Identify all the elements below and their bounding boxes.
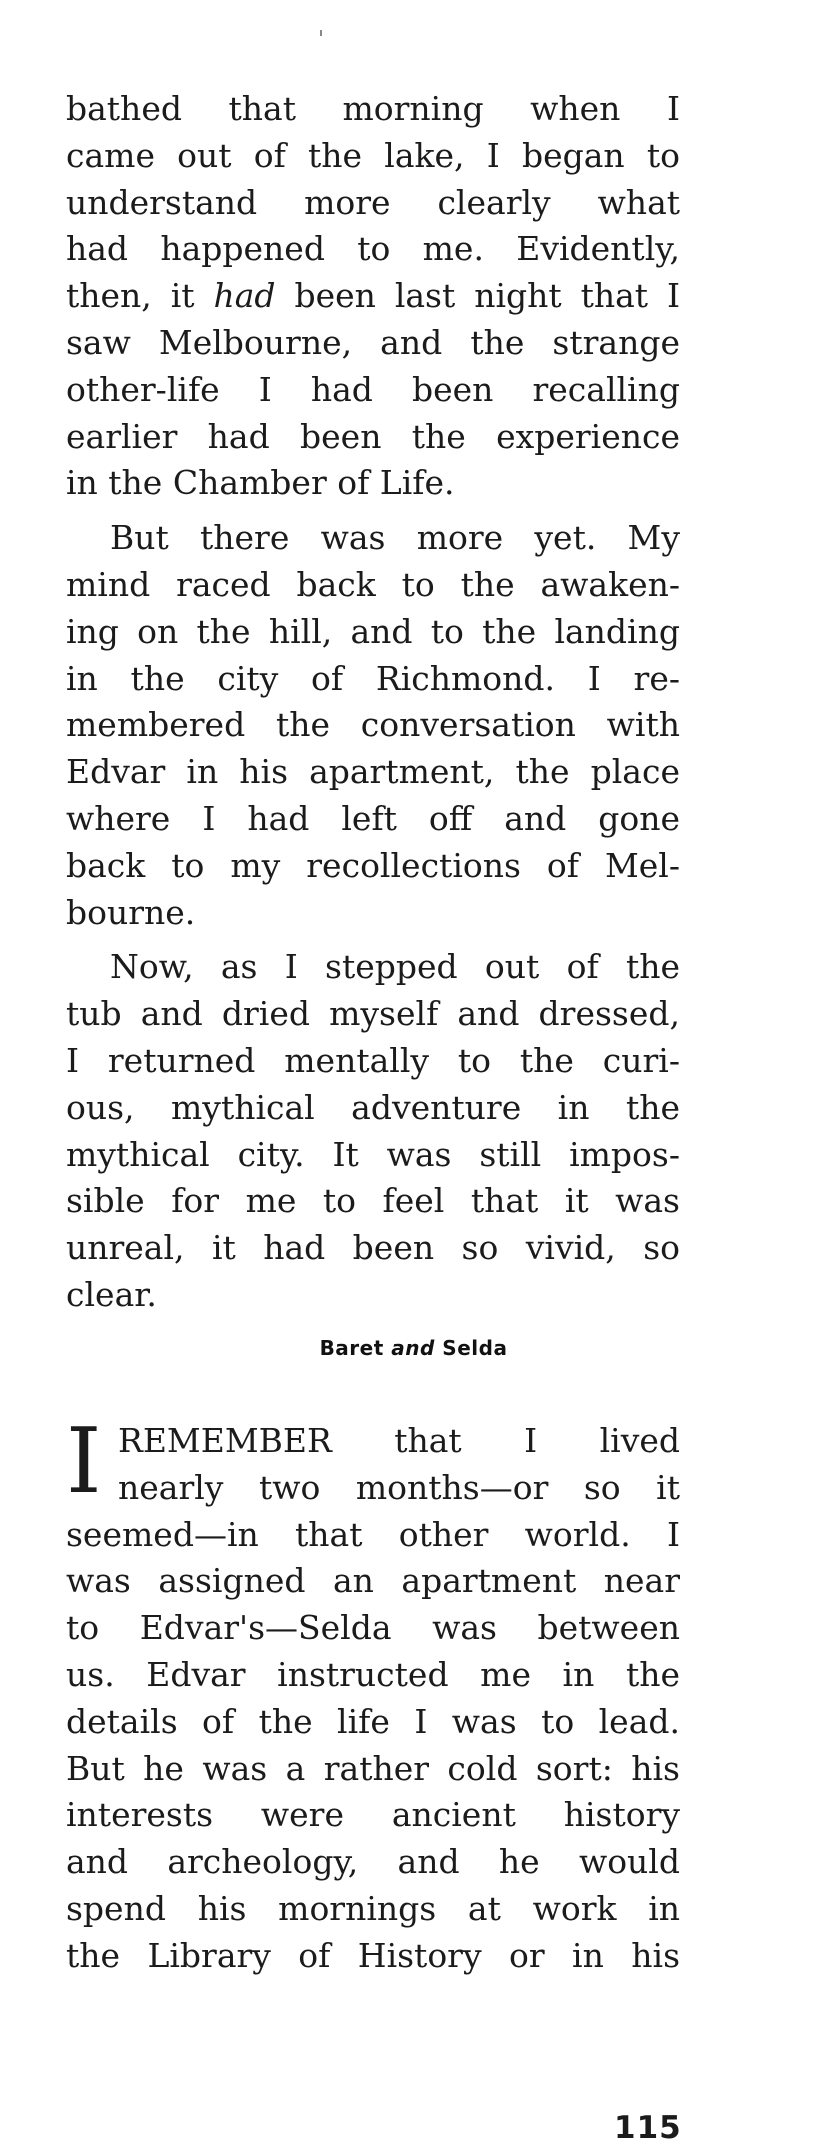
text-line: in the Chamber of Life. bbox=[66, 463, 455, 503]
section-paragraph bbox=[66, 1409, 680, 1980]
section-body bbox=[66, 1409, 680, 1980]
text-line: bourne. bbox=[66, 892, 196, 932]
section-heading-word: Baret bbox=[319, 1336, 384, 1360]
text-line: seemed—in that other world. I bbox=[66, 1514, 680, 1554]
text-line: back to my recollections of Mel- bbox=[66, 845, 680, 885]
text-line: Now, as I stepped out of the bbox=[110, 947, 680, 987]
text-line: membered the conversation with bbox=[66, 705, 680, 745]
text-line: other-life I had been recalling bbox=[66, 369, 680, 409]
text-line: earlier had been the experience bbox=[66, 416, 680, 456]
text-line: us. Edvar instructed me in the bbox=[66, 1654, 680, 1694]
section-heading-word: Selda bbox=[442, 1336, 508, 1360]
text-line: ing on the hill, and to the landing bbox=[66, 611, 680, 651]
text-line: mind raced back to the awaken- bbox=[66, 564, 680, 604]
text-line: details of the life I was to lead. bbox=[66, 1701, 680, 1741]
text-line: interests were ancient history bbox=[66, 1795, 680, 1835]
text-line: bathed that morning when I bbox=[66, 89, 680, 128]
text-line: and archeology, and he would bbox=[66, 1842, 680, 1882]
text-line: unreal, it had been so vivid, so bbox=[66, 1228, 680, 1268]
paragraph-1 bbox=[66, 86, 680, 507]
text-line: was assigned an apartment near bbox=[66, 1561, 680, 1601]
text-line: I returned mentally to the curi- bbox=[66, 1040, 680, 1080]
section-heading-word: and bbox=[391, 1336, 435, 1360]
text-line: tub and dried myself and dressed, bbox=[66, 994, 680, 1034]
print-speck bbox=[320, 30, 322, 36]
text-line: clear. bbox=[66, 1274, 157, 1314]
text-line: came out of the lake, I began to bbox=[66, 135, 680, 175]
text-line: had happened to me. Evidently, bbox=[66, 229, 680, 269]
text-line: saw Melbourne, and the strange bbox=[66, 322, 680, 362]
text-line: to Edvar's—Selda was between bbox=[66, 1608, 680, 1648]
text-line: REMEMBER that I lived bbox=[118, 1421, 680, 1460]
page-number: 115 bbox=[614, 2110, 682, 2146]
text-line: Edvar in his apartment, the place bbox=[66, 752, 680, 792]
text-line: spend his mornings at work in bbox=[66, 1888, 680, 1928]
text-line: in the city of Richmond. I re- bbox=[66, 658, 680, 698]
text-line: But he was a rather cold sort: his bbox=[66, 1748, 680, 1788]
section-heading bbox=[0, 1336, 827, 1360]
text-line: nearly two months—or so it bbox=[118, 1467, 680, 1507]
text-line: But there was more yet. My bbox=[110, 518, 680, 558]
body-text-column bbox=[66, 86, 680, 1319]
text-line: understand more clearly what bbox=[66, 182, 680, 222]
text-line: mythical city. It was still impos- bbox=[66, 1134, 680, 1174]
text-line: where I had left off and gone bbox=[66, 798, 680, 838]
text-line: sible for me to feel that it was bbox=[66, 1181, 680, 1221]
drop-cap: I bbox=[66, 1409, 102, 1514]
paragraph-3 bbox=[66, 944, 680, 1318]
emphasis-word: had bbox=[213, 276, 276, 316]
text-line: the Library of History or in his bbox=[66, 1935, 680, 1975]
paragraph-2 bbox=[66, 515, 680, 936]
text-line-with-italic: then, it had been last night that I bbox=[66, 276, 680, 316]
text-line: ous, mythical adventure in the bbox=[66, 1087, 680, 1127]
